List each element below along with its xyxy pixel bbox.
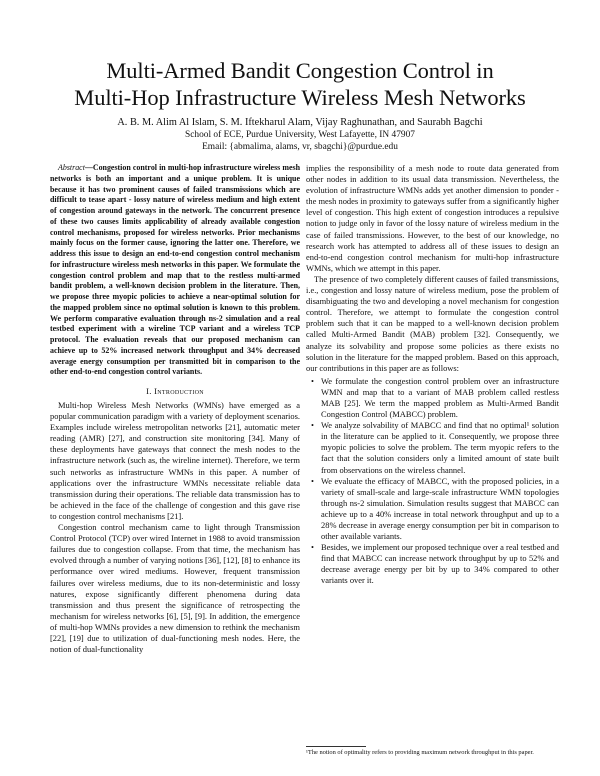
list-item xyxy=(306,542,559,586)
intro-paragraph-3: implies the responsibility of a mesh node to route data generated from other nodes in addition to its usual data transmission. Nevertheless, the evolution of infrastructure WMNs adds yet another dimension to ponder - the mesh nodes in proximity to gateways suffer from a significantly higher level of congestion. This high extent of congestion introduces a repulsive notion to judge only in favor of the lossy nature of wireless medium in the case of failed transmissions. However, to the best of our knowledge, no research work has attempted to address all of these issues to design an end-to-end congestion control mechanism for multi-hop infrastructure WMNs, which we attempt in this paper. xyxy=(306,163,559,273)
contribution-text-2: We analyze solvability of MABCC and find that no optimal¹ solution in the literature can be applied to it. Consequently, we propose three myopic policies to solve the problem. The term myopic refers to the fact that the solution considers only a limited amount of state built from observations on the wireless channel. xyxy=(321,420,559,475)
abstract-lead: Abstract xyxy=(58,163,85,172)
bullet-icon: • xyxy=(311,375,314,386)
list-item xyxy=(306,476,559,543)
paper-title-line-1: Multi-Armed Bandit Congestion Control in xyxy=(106,58,494,83)
intro-paragraph-1: Multi-hop Wireless Mesh Networks (WMNs) have emerged as a popular communication paradigm with a variety of deployment scenarios. Examples include wireless metropolitan networks [21], automatic meter reading (AMR) [27], and construction site monitoring [34]. Many of these deployments have gateways that connect the mesh nodes to the infrastructure network (such as, the wireline internet). Therefore, we term such networks as infrastructure WMNs in this paper. A number of applications over the infrastructure WMNs necessitate reliable data transmission during their operations. The reliable data transmission has to be achieved in the face of the challenge of congestion and this gave rise to congestion control mechanisms [21]. xyxy=(50,400,300,521)
contribution-text-3: We evaluate the efficacy of MABCC, with the proposed policies, in a variety of small-scale and large-scale infrastructure WMN topologies through ns-2 simulation. Simulation results suggest that MABCC can achieve up to a 40% increase in total network throughput and up to a 28% decrease in average energy consumption per bit in comparison to other available variants. xyxy=(321,475,559,542)
contributions-list xyxy=(306,376,559,587)
abstract-body: —Congestion control in multi-hop infrastructure wireless mesh networks is both an important and a unique problem. It is unique because it has two prominent causes of failed transmissions which are difficult to tease apart - lossy nature of wireless medium and high extent of congestion around gateways in the network. The concurrent presence of these two causes limits applicability of already available congestion control mechanisms, proposed for wireless networks. Prior mechanisms mainly focus on the former cause, ignoring the latter one. Therefore, we address this issue to design an end-to-end congestion control mechanism for infrastructure wireless mesh networks in this paper. We formulate the congestion control problem and map that to the restless multi-armed bandit problem, a well-known decision problem in the literature. Then, we propose three myopic policies to achieve a near-optimal solution for the mapped problem since no optimal solution is known to this problem. We perform comparative evaluation through ns-2 simulation and a real testbed experiment with a wireline TCP variant and a wireless TCP protocol. The evaluation reveals that our proposed mechanism can achieve up to 52% increased network throughput and 34% decreased average energy consumption per transmitted bit in comparison to the other end-to-end congestion control variants. xyxy=(50,163,300,377)
section-title: Introduction xyxy=(154,386,204,396)
right-column xyxy=(306,163,559,587)
paper-title-line-2: Multi-Hop Infrastructure Wireless Mesh Networks xyxy=(74,85,526,110)
list-item xyxy=(306,420,559,475)
section-heading-introduction xyxy=(50,386,300,397)
section-number: I. xyxy=(146,386,152,396)
author-list: A. B. M. Alim Al Islam, S. M. Iftekharul Alam, Vijay Raghunathan, and Saurabh Bagchi xyxy=(117,117,483,128)
bullet-icon: • xyxy=(311,542,314,553)
footnote: ¹The notion of optimality refers to providing maximum network throughput in this paper. xyxy=(306,749,534,756)
bullet-icon: • xyxy=(311,475,314,486)
list-item xyxy=(306,376,559,420)
footnote-divider xyxy=(306,746,366,747)
abstract xyxy=(50,163,300,378)
left-column xyxy=(50,163,300,655)
affiliation: School of ECE, Purdue University, West Lafayette, IN 47907 xyxy=(185,130,415,140)
bullet-icon: • xyxy=(311,420,314,431)
intro-paragraph-2: Congestion control mechanism came to light through Transmission Control Protocol (TCP) over wired Internet in 1988 to avoid transmission failures due to congestion collapse. From that time, the mechanism has evolved through a number of varying notions [36], [12], [8] to enhance its performance over wired mediums. However, frequent transmission failures over wireless mediums, due to its non-deterministic and lossy natures, expose significantly different phenomena during data transmission and thus present the significance of retrospecting the mechanism for wireless networks [6], [5], [9]. In addition, the emergence of multi-hop WMNs provides a new dimension to rethink the mechanism [22], [19] due to utilization of dual-functioning mesh nodes. Here, the notion of dual-functionality xyxy=(50,522,300,655)
email-line: Email: {abmalima, alams, vr, sbagchi}@purdue.edu xyxy=(202,142,398,152)
intro-paragraph-4: The presence of two completely different causes of failed transmissions, i.e., congestion and lossy nature of wireless medium, pose the problem of disambiguating the two and developing a novel mechanism for congestion control. Therefore, we attempt to formulate the congestion control problem such that it can be mapped to a well-known decision problem called Multi-Armed Bandit (MAB) problem [32]. Consequently, we analyze its solvability and propose some policies as there exists no solution in the literature for the mapped problem. Based on this approach, our contributions in this paper are as follows: xyxy=(306,273,559,373)
contribution-text-4: Besides, we implement our proposed technique over a real testbed and find that MABCC can increase network throughput by up to 52% and decrease average energy per bit by up to 34% compared to other variants over it. xyxy=(321,542,559,586)
contribution-text-1: We formulate the congestion control problem over an infrastructure WMN and map that to a variant of MAB problem called restless MAB [25]. We term the mapped problem as Multi-Armed Bandit Congestion Control (MABCC) problem. xyxy=(321,375,559,420)
